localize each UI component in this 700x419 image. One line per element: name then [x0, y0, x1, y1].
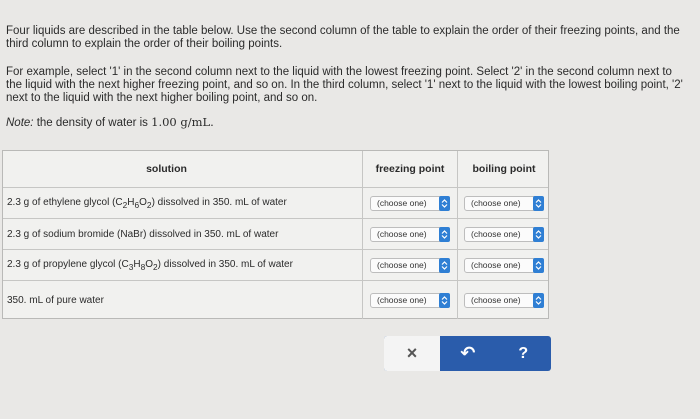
- solution-text: 2.3 g of sodium bromide (NaBr) dissolved in 350. mL of water: [7, 228, 279, 240]
- select-arrows-icon: [533, 258, 544, 273]
- answer-toolbar: [384, 336, 551, 371]
- solution-cell: [3, 281, 362, 319]
- solution-cell: [3, 188, 362, 218]
- freezing-point-select[interactable]: (choose one): [370, 258, 450, 273]
- freezing-point-cell: [362, 219, 457, 249]
- boiling-point-select[interactable]: (choose one): [464, 196, 544, 211]
- undo-icon: ↶: [460, 343, 476, 363]
- select-arrows-icon: [439, 293, 450, 308]
- undo-button[interactable]: [440, 336, 496, 371]
- header-boiling-point: boiling point: [457, 151, 550, 187]
- boiling-point-cell: [457, 188, 550, 218]
- table-row: [3, 187, 548, 218]
- boiling-point-cell: [457, 281, 550, 319]
- table-row: [3, 218, 548, 249]
- select-arrows-icon: [439, 258, 450, 273]
- help-button[interactable]: [496, 336, 552, 371]
- clear-button[interactable]: [384, 336, 440, 371]
- freezing-point-cell: [362, 188, 457, 218]
- select-arrows-icon: [533, 227, 544, 242]
- table-row: [3, 280, 548, 319]
- solution-cell: [3, 250, 362, 280]
- instructions-paragraph-2: For example, select '1' in the second column next to the liquid with the lowest freezing point. Select '2' in the second column next to the liquid with the next higher freezing point, and so on. In the third column, select '1' next to the liquid with the lowest boiling point, '2' next to the liquid with the next higher boiling point, and so on.: [6, 66, 683, 104]
- note-text: the density of water is: [36, 117, 148, 129]
- solution-cell: [3, 219, 362, 249]
- liquids-table: [2, 150, 549, 319]
- select-arrows-icon: [439, 196, 450, 211]
- freezing-point-select[interactable]: (choose one): [370, 227, 450, 242]
- close-icon: ×: [406, 343, 418, 363]
- freezing-point-cell: [362, 281, 457, 319]
- table-header-row: [3, 151, 548, 187]
- note-density-value: 1.00 g/mL.: [151, 115, 214, 129]
- header-solution: solution: [146, 163, 187, 175]
- freezing-point-select[interactable]: (choose one): [370, 196, 450, 211]
- solution-text: 2.3 g of propylene glycol $(C_3H_8O_2)$ dissolved in 350. mL of water: [7, 258, 293, 272]
- help-icon: ?: [518, 344, 529, 362]
- boiling-point-cell: [457, 250, 550, 280]
- boiling-point-select[interactable]: (choose one): [464, 227, 544, 242]
- solution-text: 2.3 g of ethylene glycol $(C_2H_6O_2)$ dissolved in 350. mL of water: [7, 196, 287, 210]
- boiling-point-select[interactable]: (choose one): [464, 258, 544, 273]
- note-label: Note:: [6, 117, 34, 129]
- header-freezing-point: freezing point: [362, 151, 457, 187]
- boiling-point-cell: [457, 219, 550, 249]
- boiling-point-select[interactable]: (choose one): [464, 293, 544, 308]
- table-row: [3, 249, 548, 280]
- solution-text: 350. mL of pure water: [7, 294, 104, 306]
- instructions-paragraph-1: Four liquids are described in the table below. Use the second column of the table to explain the order of their freezing points, and the third column to explain the order of their boiling points.: [6, 25, 680, 50]
- note-line: [6, 116, 686, 130]
- select-arrows-icon: [533, 293, 544, 308]
- freezing-point-cell: [362, 250, 457, 280]
- select-arrows-icon: [439, 227, 450, 242]
- freezing-point-select[interactable]: (choose one): [370, 293, 450, 308]
- select-arrows-icon: [533, 196, 544, 211]
